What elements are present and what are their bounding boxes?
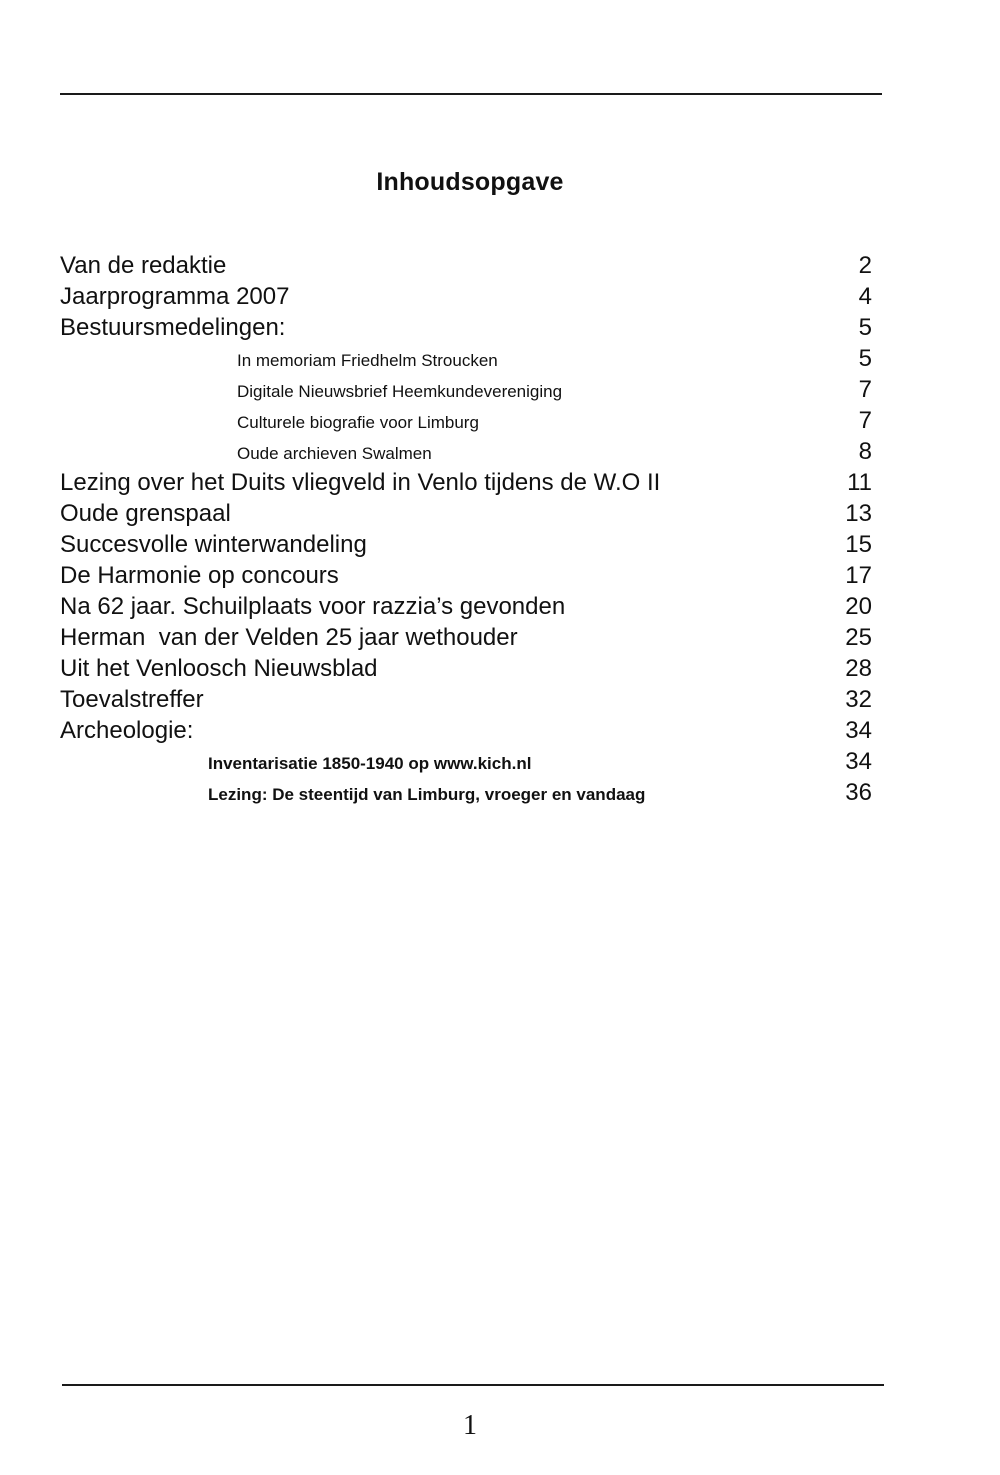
toc-entry-title: Toevalstreffer xyxy=(60,686,204,713)
toc-page-number: 36 xyxy=(845,779,872,806)
toc-entry[interactable] xyxy=(60,591,872,622)
table-of-contents xyxy=(60,250,872,808)
toc-page-number: 17 xyxy=(845,562,872,589)
toc-entry-title: Herman van der Velden 25 jaar wethouder xyxy=(60,624,518,651)
toc-entry[interactable] xyxy=(60,498,872,529)
toc-subentry-title: Oude archieven Swalmen xyxy=(237,444,432,463)
toc-page-number: 25 xyxy=(845,624,872,651)
toc-entry[interactable] xyxy=(60,653,872,684)
toc-subentry[interactable] xyxy=(60,436,872,467)
toc-page-number: 4 xyxy=(858,283,872,310)
toc-entry-title: Lezing over het Duits vliegveld in Venlo tijdens de W.O II xyxy=(60,469,661,496)
toc-entry-title: Bestuursmedelingen: xyxy=(60,314,286,341)
page-title: Inhoudsopgave xyxy=(376,168,564,196)
toc-page-number: 11 xyxy=(847,469,872,496)
toc-entry[interactable] xyxy=(60,715,872,746)
toc-entry-title: Van de redaktie xyxy=(60,252,227,279)
toc-page-number: 2 xyxy=(858,252,872,279)
toc-entry-title: De Harmonie op concours xyxy=(60,562,339,589)
toc-subentry[interactable] xyxy=(60,374,872,405)
toc-entry-title: Oude grenspaal xyxy=(60,500,231,527)
toc-entry[interactable] xyxy=(60,529,872,560)
toc-page-number: 13 xyxy=(845,500,872,527)
toc-page-number: 34 xyxy=(845,748,872,775)
toc-subentry-title: Lezing: De steentijd van Limburg, vroeger en vandaag xyxy=(208,785,646,804)
toc-subentry[interactable] xyxy=(60,746,872,777)
toc-page-number: 15 xyxy=(845,531,872,558)
toc-page-number: 28 xyxy=(845,655,872,682)
toc-entry[interactable] xyxy=(60,622,872,653)
toc-page-number: 34 xyxy=(845,717,872,744)
toc-subentry-title: Digitale Nieuwsbrief Heemkundevereniging xyxy=(237,382,563,401)
toc-entry-title: Jaarprogramma 2007 xyxy=(60,283,290,310)
toc-page-number: 8 xyxy=(858,438,872,465)
toc-entry[interactable] xyxy=(60,250,872,281)
toc-subentry[interactable] xyxy=(60,405,872,436)
toc-entry[interactable] xyxy=(60,684,872,715)
page-number-footer: 1 xyxy=(463,1410,477,1441)
toc-subentry-title: Culturele biografie voor Limburg xyxy=(237,413,479,432)
toc-entry-title: Succesvolle winterwandeling xyxy=(60,531,367,558)
bottom-rule xyxy=(62,1384,884,1386)
toc-entry[interactable] xyxy=(60,467,872,498)
toc-page-number: 32 xyxy=(845,686,872,713)
top-rule xyxy=(60,93,882,95)
toc-entry-title: Archeologie: xyxy=(60,717,194,744)
toc-page-number: 20 xyxy=(845,593,872,620)
toc-subentry-title: Inventarisatie 1850-1940 op www.kich.nl xyxy=(208,754,532,773)
toc-entry-title: Na 62 jaar. Schuilplaats voor razzia’s gevonden xyxy=(60,593,566,620)
toc-page-number: 5 xyxy=(858,345,872,372)
toc-subentry[interactable] xyxy=(60,343,872,374)
toc-page-number: 7 xyxy=(858,376,872,403)
toc-entry[interactable] xyxy=(60,281,872,312)
toc-entry[interactable] xyxy=(60,312,872,343)
toc-entry-title: Uit het Venloosch Nieuwsblad xyxy=(60,655,378,682)
toc-subentry[interactable] xyxy=(60,777,872,808)
toc-subentry-title: In memoriam Friedhelm Stroucken xyxy=(237,351,498,370)
toc-page-number: 7 xyxy=(858,407,872,434)
toc-page-number: 5 xyxy=(858,314,872,341)
toc-entry[interactable] xyxy=(60,560,872,591)
